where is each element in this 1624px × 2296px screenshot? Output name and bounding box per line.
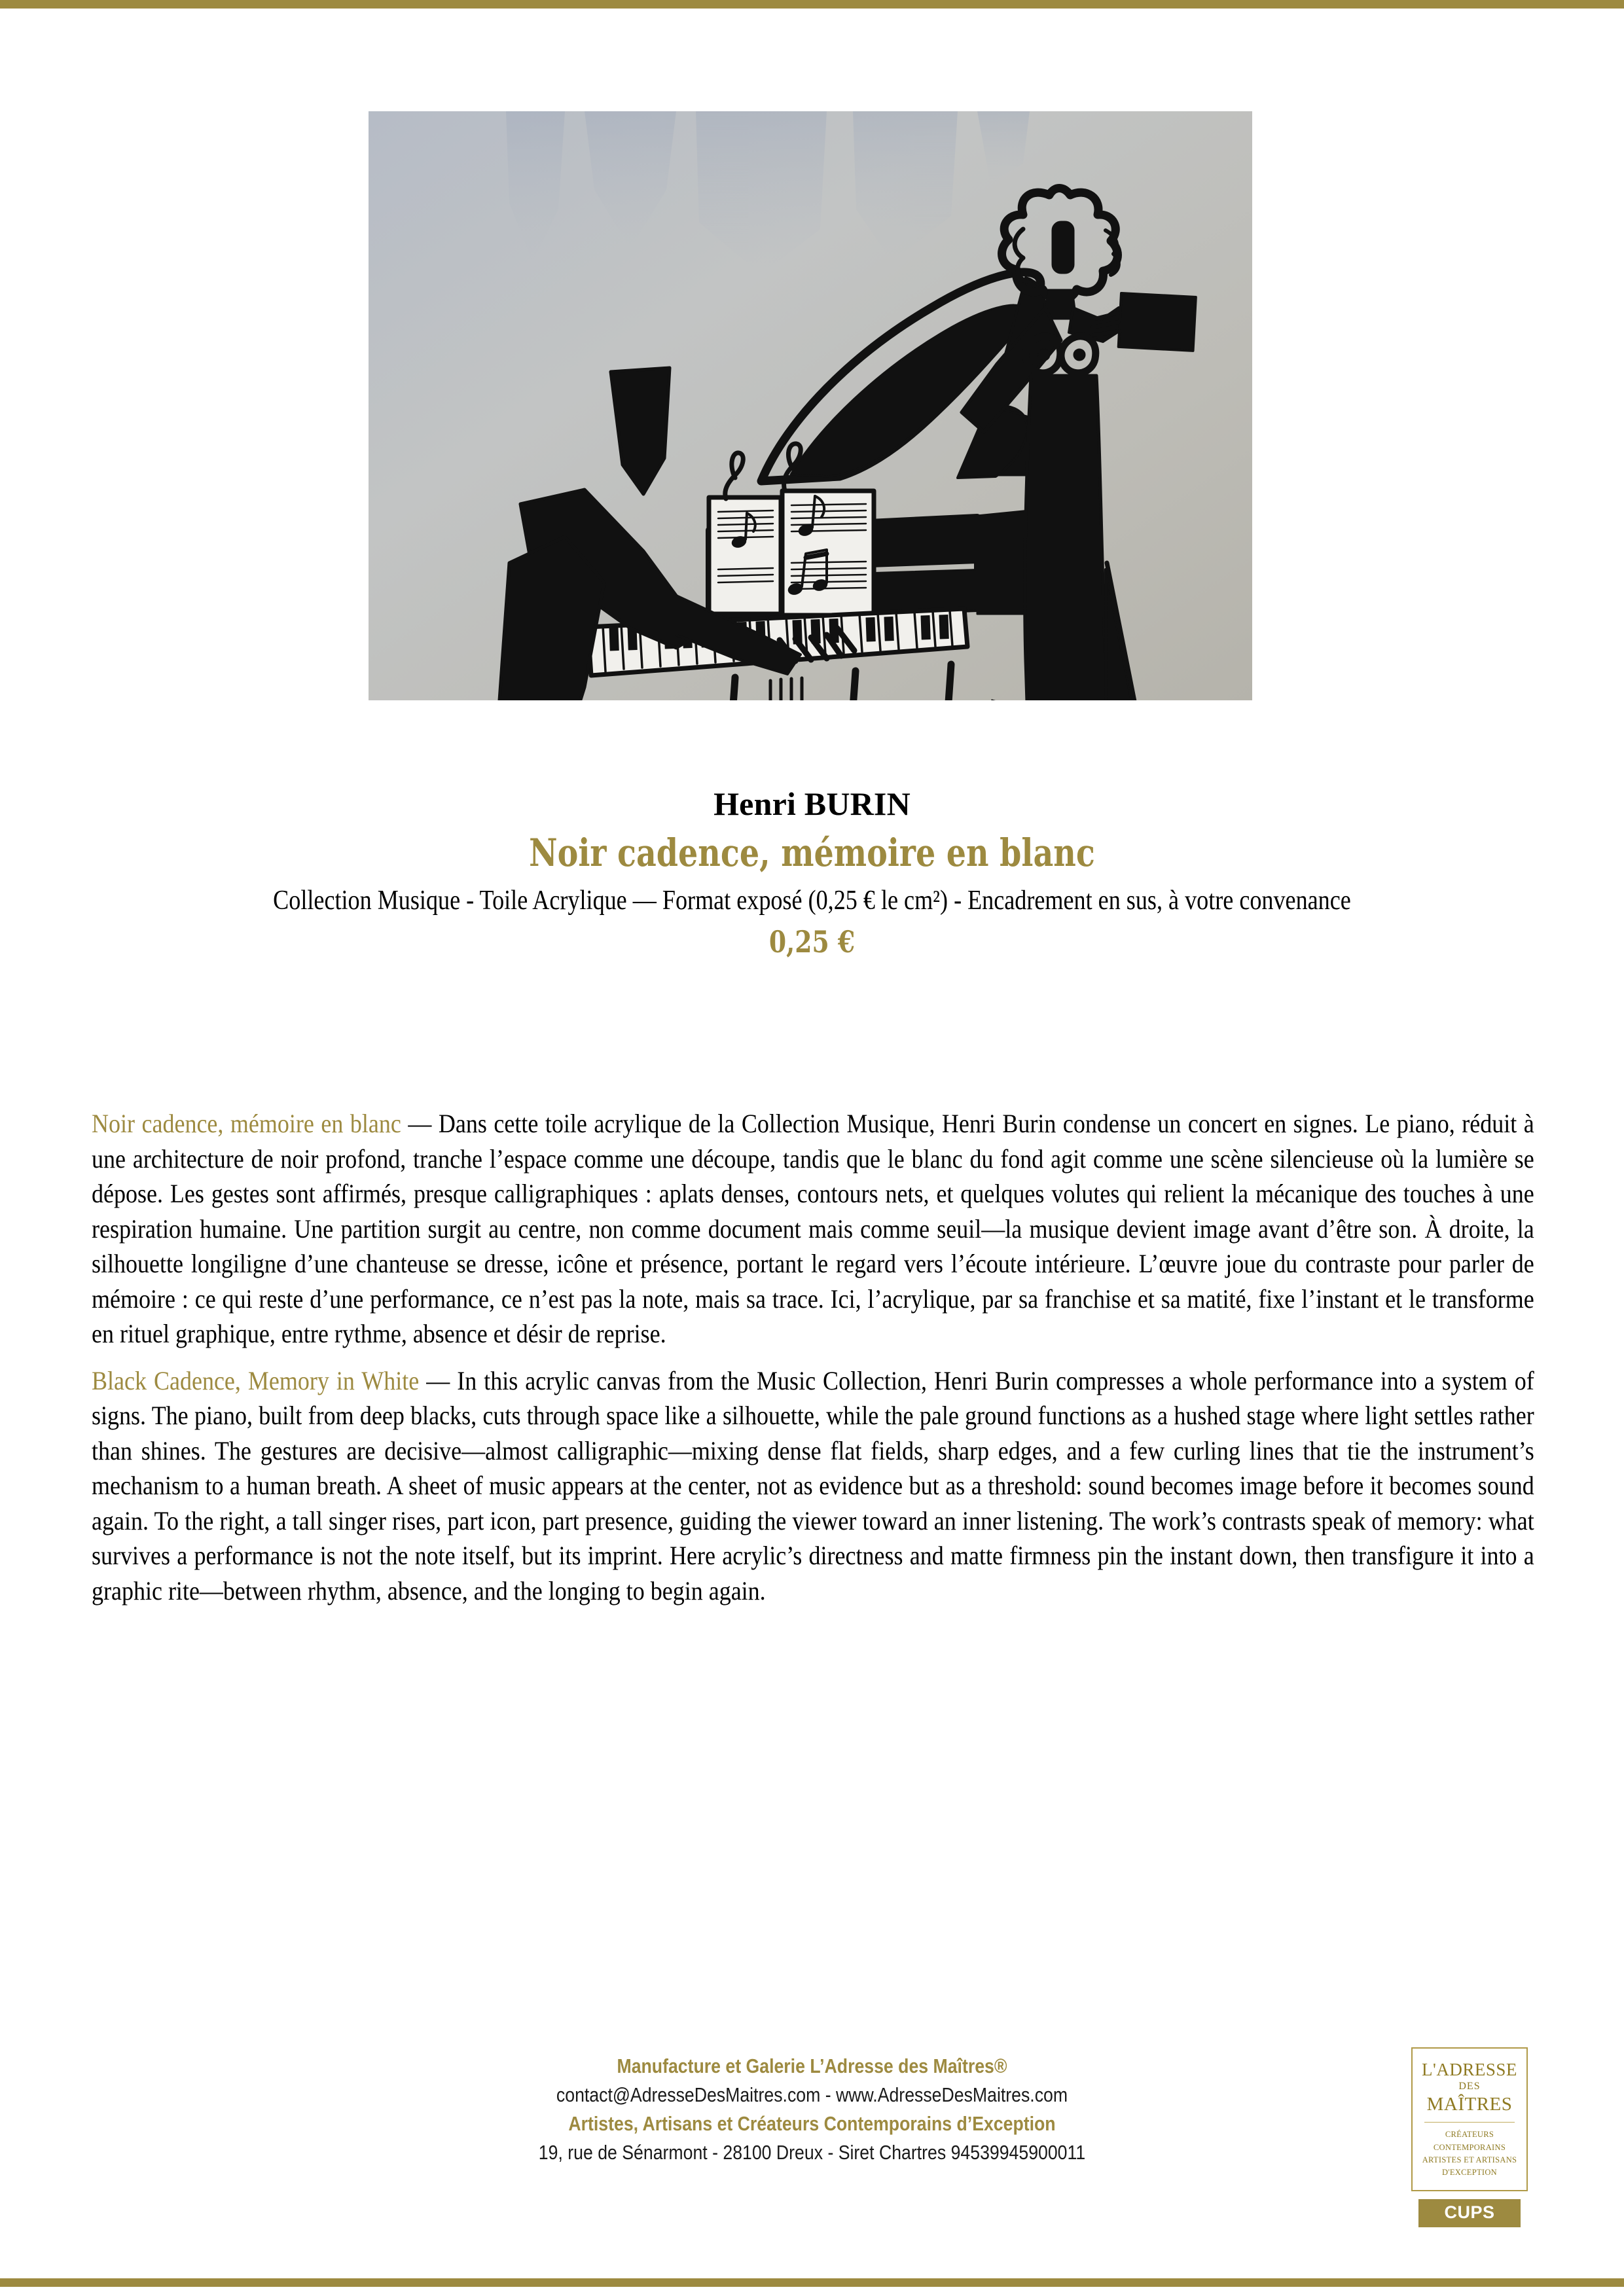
logo-card: [1411, 2047, 1528, 2191]
artwork-price: 0,25 €: [768, 924, 856, 960]
cups-badge: CUPS: [1418, 2199, 1521, 2227]
top-gold-rule: [0, 0, 1624, 9]
footer: [0, 2052, 1624, 2167]
paragraph-english-lead: Black Cadence, Memory in White: [92, 1365, 420, 1395]
artwork-subtitle: Collection Musique - Toile Acrylique — Format exposé (0,25 € le cm²) - Encadrement en sus, à votre convenance: [273, 885, 1351, 916]
page-title: Noir cadence, mémoire en blanc: [529, 831, 1095, 875]
paragraph-french-lead: Noir cadence, mémoire en blanc: [92, 1109, 401, 1138]
logo-sub-artistes: ARTISTES ET ARTISANS: [1422, 2155, 1517, 2164]
logo-sub-createurs: CRÉATEURS CONTEMPORAINS: [1433, 2130, 1506, 2152]
footer-tagline: Artistes, Artisans et Créateurs Contemporains d’Exception: [568, 2112, 1056, 2135]
artist-name: Henri BURIN: [713, 785, 911, 822]
paragraph-french: [92, 1106, 1534, 1352]
logo-sub-exception: D'EXCEPTION: [1441, 2168, 1498, 2178]
title-block: [0, 785, 1624, 959]
footer-contact[interactable]: contact@AdresseDesMaitres.com - www.AdresseDesMaitres.com: [556, 2083, 1068, 2106]
logo-line-adresse: L'ADRESSE: [1422, 2060, 1517, 2079]
logo-line-maitres: MAÎTRES: [1426, 2094, 1513, 2115]
description-body: [92, 1106, 1534, 1608]
paragraph-english-text: — In this acrylic canvas from the Music Collection, Henri Burin compresses a whole performance into a system of signs. The piano, built from deep blacks, cuts through space like a silhouette, while the pale ground functions as a hushed stage where light settles rather than shines. The gestures are decisive—almost calligraphic—mixing dense flat fields, sharp edges, and a few curling lines that tie the instrument’s mechanism to a human breath. A sheet of music appears at the center, not as evidence but as a threshold: sound becomes image before it becomes sound again. To the right, a tall singer rises, part icon, part presence, guiding the viewer toward an inner listening. The work’s contrasts speak of memory: what survives a performance is not the note itself, but its imprint. Here acrylic’s directness and matte firmness pin the instant down, then transfigure it into a graphic rite—between rhythm, absence, and the longing to begin again.: [92, 1365, 1534, 1605]
footer-company-name: Manufacture et Galerie L’Adresse des Maîtres®: [617, 2054, 1007, 2077]
logo-divider: [1424, 2122, 1515, 2123]
artwork-figure: [369, 111, 1252, 700]
piano-singer-ink-drawing: [369, 111, 1252, 700]
bottom-gold-rule: [0, 2278, 1624, 2287]
brand-logo-block: [1411, 2047, 1528, 2227]
paragraph-french-text: — Dans cette toile acrylique de la Collection Musique, Henri Burin condense un concert en signes. Le piano, réduit à une architecture de noir profond, tranche l’espace comme une découpe, tandis que le blanc du fond agit comme une scène silencieuse où la lumière se dépose. Les gestes sont affirmés, presque calligraphiques : aplats denses, contours nets, et quelques volutes qui relient la mécanique des touches à une respiration humaine. Une partition surgit au centre, non comme document mais comme seuil—la musique devient image avant d’être son. À droite, la silhouette longiligne d’une chanteuse se dresse, icône et présence, portant le regard vers l’écoute intérieure. L’œuvre joue du contraste pour parler de mémoire : ce qui reste d’une performance, ce n’est pas la note, mais sa trace. Ici, l’acrylique, par sa franchise et sa matité, fixe l’instant et le transforme en rituel graphique, entre rythme, absence et désir de reprise.: [92, 1109, 1534, 1348]
logo-line-des: DES: [1458, 2081, 1481, 2092]
footer-address: 19, rue de Sénarmont - 28100 Dreux - Siret Chartres 94539945900011: [538, 2141, 1086, 2164]
paragraph-english: [92, 1363, 1534, 1609]
